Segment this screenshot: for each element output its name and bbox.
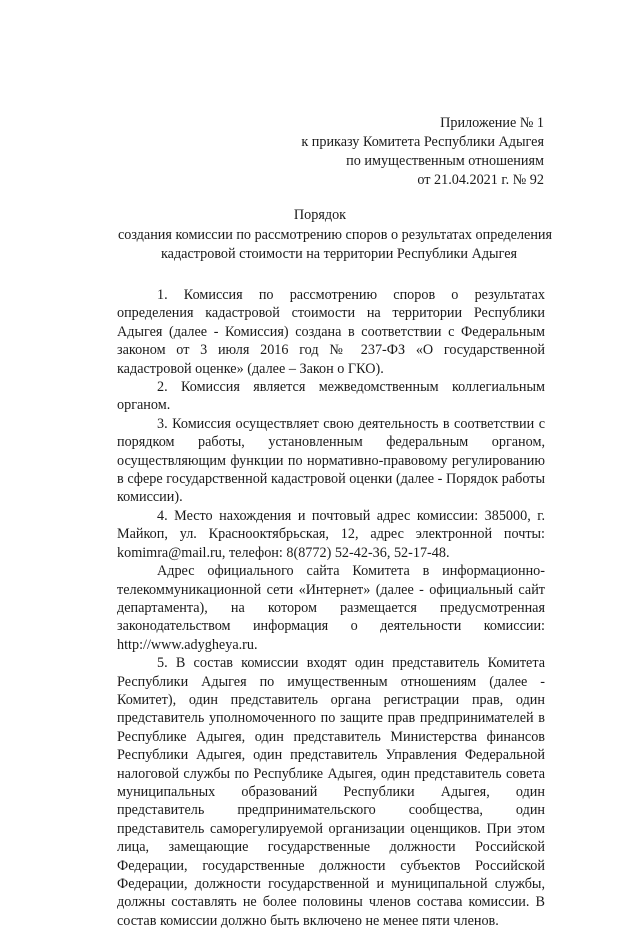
document-title bbox=[0, 206, 640, 265]
title-heading: Порядок bbox=[293, 207, 347, 223]
appendix-line-3: по имущественным отношениям bbox=[346, 153, 544, 169]
title-line-1: создания комиссии по рассмотрению споров о результатах определения bbox=[117, 226, 553, 243]
document-body bbox=[117, 286, 545, 930]
appendix-line-2: к приказу Комитета Республики Адыгея bbox=[301, 134, 544, 150]
paragraph-5: 5. В состав комиссии входят один представитель Комитета Республики Адыгея по имущественным отношениям (далее - Комитет), один представитель органа регистрации прав, один представитель уполномоченного по защите прав предпринимателей в Республике Адыгея, один представитель Министерства финансов Республики Адыгея, один представитель Управления Федеральной налоговой службы по Республике Адыгея, один представитель совета муниципальных образований Республики Адыгея, один представитель предпринимательского сообщества, один представитель саморегулируемой организации оценщиков. При этом лица, замещающие государственные должности Российской Федерации, государственные должности субъектов Российской Федерации, должности государственной и муниципальной службы, должны составлять не более половины членов состава комиссии. В состав комиссии должно быть включено не менее пяти членов. bbox=[117, 655, 545, 929]
paragraph-4-website: Адрес официального сайта Комитета в информационно-телекоммуникационной сети «Интернет» (далее - официальный сайт департамента), на котором размещается предусмотренная законодательством информация о деятельности комиссии: http://www.adygheya.ru. bbox=[117, 563, 545, 653]
paragraph-3: 3. Комиссия осуществляет свою деятельность в соответствии с порядком работы, установленным федеральным органом, осуществляющим функции по нормативно-правовому регулированию в сфере государственной кадастровой оценки (далее - Порядок работы комиссии). bbox=[117, 415, 545, 506]
appendix-header bbox=[301, 114, 544, 190]
paragraph-4: 4. Место нахождения и почтовый адрес комиссии: 385000, г. Майкоп, ул. Краснооктябрьская, 12, адрес электронной почты: komimra@mail.ru, телефон: 8(8772) 52-42-36, 52-17-48. bbox=[117, 507, 545, 561]
appendix-line-4: от 21.04.2021 г. № 92 bbox=[417, 172, 544, 188]
paragraph-1: 1. Комиссия по рассмотрению споров о результатах определения кадастровой стоимости на территории Республики Адыгея (далее - Комиссия) создана в соответствии с Федеральным законом от 3 июля 2016 год № 237-ФЗ «О государственной кадастровой оценке» (далее – Закон о ГКО). bbox=[117, 287, 545, 377]
paragraph-2: 2. Комиссия является межведомственным коллегиальным органом. bbox=[117, 379, 545, 414]
appendix-line-1: Приложение № 1 bbox=[440, 115, 544, 131]
title-line-2: кадастровой стоимости на территории Республики Адыгея bbox=[160, 246, 518, 262]
